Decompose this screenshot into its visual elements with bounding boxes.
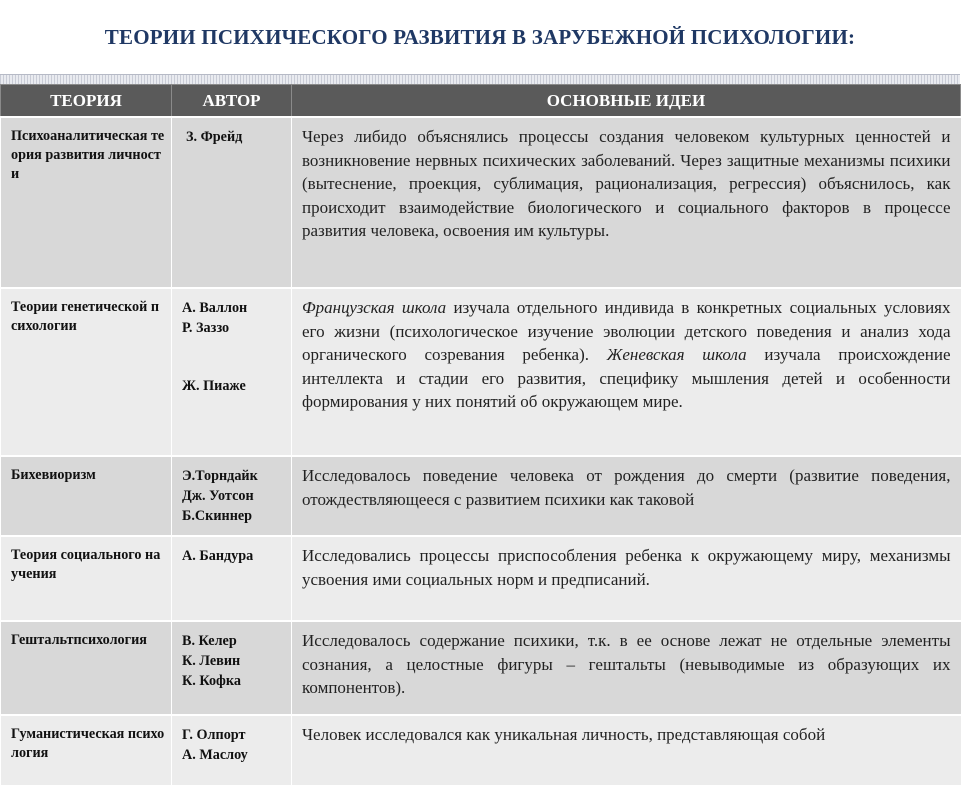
idea-cell: Человек исследовался как уникальная личность, представляющая собой — [292, 715, 961, 785]
idea-cell: Исследовались процессы приспособления ребенка к окружающему миру, механизмы усвоения ими социальных норм и предписаний. — [292, 536, 961, 621]
theories-table — [0, 84, 960, 763]
author-name: А. Валлон — [182, 300, 248, 316]
table-header-row — [1, 85, 961, 118]
theory-cell: Гештальтпсихология — [1, 621, 172, 715]
author-spacer — [182, 338, 287, 376]
author-name: Г. Олпорт — [182, 727, 246, 743]
table-row — [1, 621, 961, 715]
author-name: К. Левин — [182, 653, 241, 669]
header-theory: ТЕОРИЯ — [1, 85, 172, 118]
author-name: Ж. Пиаже — [182, 378, 246, 394]
author-name: Р. Заззо — [182, 320, 230, 336]
header-ideas: ОСНОВНЫЕ ИДЕИ — [292, 85, 961, 118]
theory-cell: Гуманистическая психология — [1, 715, 172, 785]
author-name: А. Маслоу — [182, 747, 248, 763]
idea-text: изучала происхождение интеллекта и стадии его развития, специфику мышления детей и особенности формирования у них понятий об окружающем мире. — [302, 345, 951, 411]
author-cell — [172, 288, 292, 456]
idea-cell: Через либидо объяснялись процессы создания человеком культурных ценностей и возникновение нервных психических заболеваний. Через защитные механизмы психики (вытеснение, проекция, сублимация, рационализация, регрессия) объяснилось, как происходит взаимодействие биологического и социального факторов в процессе развития человека, освоения им культуры. — [292, 117, 961, 288]
author-cell — [172, 715, 292, 785]
idea-cell: Исследовалось содержание психики, т.к. в ее основе лежат не отдельные элементы сознания, а целостные фигуры – гештальты (невыводимые из образующих их компонентов). — [292, 621, 961, 715]
author-name: А. Бандура — [182, 548, 254, 564]
author-name: Э.Торндайк — [182, 468, 258, 484]
author-cell — [172, 117, 292, 288]
theory-cell: Теории генетической психологии — [1, 288, 172, 456]
school-name-geneva: Женевская школа — [606, 345, 747, 364]
author-name: К. Кофка — [182, 673, 241, 689]
author-name: Дж. Уотсон — [182, 488, 254, 504]
school-name-french: Французская школа — [302, 298, 447, 317]
author-cell — [172, 536, 292, 621]
header-author: АВТОР — [172, 85, 292, 118]
author-name: В. Келер — [182, 633, 237, 649]
table-row — [1, 288, 961, 456]
table-row — [1, 117, 961, 288]
author-cell — [172, 621, 292, 715]
theory-cell: Психоаналитическая теория развития личности — [1, 117, 172, 288]
table-row — [1, 456, 961, 536]
table-row — [1, 536, 961, 621]
theory-cell: Бихевиоризм — [1, 456, 172, 536]
table-row — [1, 715, 961, 785]
idea-text: изучала отдельного индивида в конкретных социальных условиях его жизни (психологическое изучение эволюции детского поведения и анализ хода органического созревания ребенка). — [302, 298, 951, 364]
author-name: Б.Скиннер — [182, 508, 253, 524]
idea-cell — [292, 288, 961, 456]
author-name: З. Фрейд — [186, 129, 243, 145]
idea-cell: Исследовалось поведение человека от рождения до смерти (развитие поведения, отождествляющееся с развитием психики как таковой — [292, 456, 961, 536]
author-cell — [172, 456, 292, 536]
slide-title: ТЕОРИИ ПСИХИЧЕСКОГО РАЗВИТИЯ В ЗАРУБЕЖНОЙ ПСИХОЛОГИИ: — [104, 24, 856, 49]
theory-cell: Теория социального научения — [1, 536, 172, 621]
